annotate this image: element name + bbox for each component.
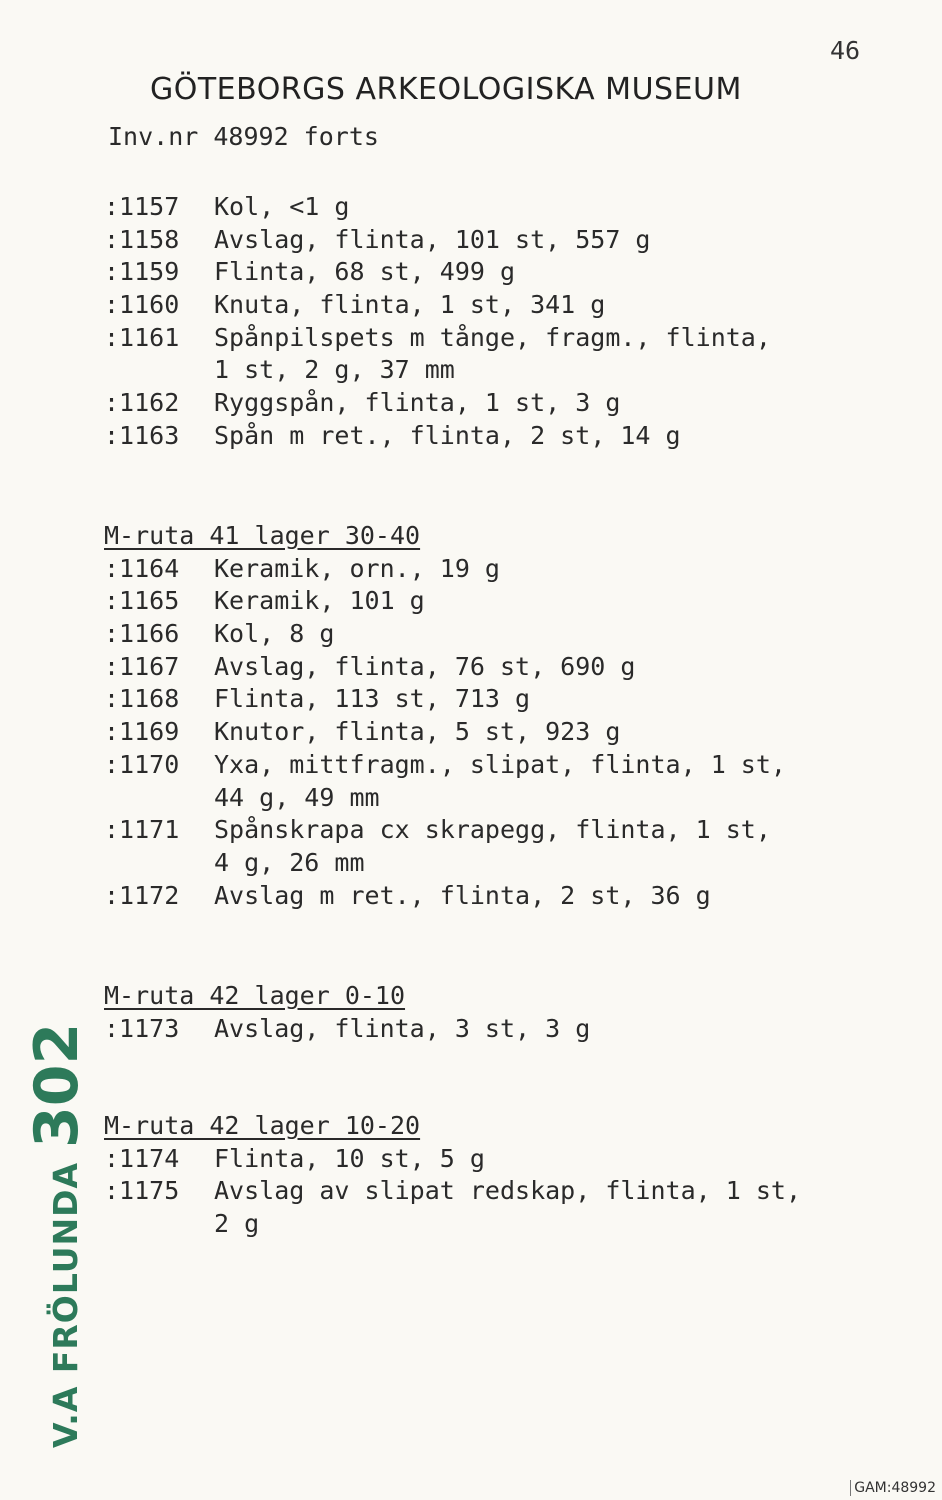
section-2 [104,520,786,912]
stamp-place: V.A FRÖLUNDA [46,1161,85,1448]
location-stamp [22,1023,92,1448]
entry-line: :1171 Spånskrapa cx skrapegg, flinta, 1 st, [104,815,771,845]
entry-line: :1158 Avslag, flinta, 101 st, 557 g [104,224,651,254]
entry-line: :1174 Flinta, 10 st, 5 g [104,1143,485,1173]
entry-line: :1168 Flinta, 113 st, 713 g [104,684,531,714]
entry-line: :1167 Avslag, flinta, 76 st, 690 g [104,651,636,681]
entry-line: :1161 Spånpilspets m tånge, fragm., flinta, [104,322,771,352]
section-heading: M-ruta 42 lager 10-20 [104,1111,421,1140]
entry-line: :1173 Avslag, flinta, 3 st, 3 g [104,1013,591,1043]
entry-line: :1160 Knuta, flinta, 1 st, 341 g [104,290,606,320]
section-heading: M-ruta 41 lager 30-40 [104,521,421,550]
entry-line: :1157 Kol, <1 g [104,192,350,221]
section-3 [104,980,590,1045]
entry-line: :1169 Knutor, flinta, 5 st, 923 g [104,717,621,747]
entry-line: :1166 Kol, 8 g [104,619,335,649]
entry-line: :1175 Avslag av slipat redskap, flinta, 1 st, [104,1176,801,1206]
entry-line: :1159 Flinta, 68 st, 499 g [104,257,516,287]
entry-line: :1170 Yxa, mittfragm., slipat, flinta, 1 st, [104,749,786,779]
stamp-code: 302 [22,1022,92,1148]
entry-line: :1164 Keramik, orn., 19 g [104,553,500,583]
entry-line: 4 g, 26 mm [214,847,365,877]
section-1 [104,191,771,453]
entry-line: 2 g [214,1209,260,1239]
section-4 [104,1110,801,1241]
section-heading: M-ruta 42 lager 0-10 [104,981,406,1010]
archive-id: GAM:48992 [850,1480,936,1496]
entry-line: 44 g, 49 mm [214,782,380,812]
entry-line: :1162 Ryggspån, flinta, 1 st, 3 g [104,388,621,418]
museum-title: GÖTEBORGS ARKEOLOGISKA MUSEUM [150,72,742,107]
page-number: 46 [830,36,861,65]
inventory-number: Inv.nr 48992 forts [108,122,379,151]
entry-line: :1165 Keramik, 101 g [104,586,425,616]
entry-line: :1172 Avslag m ret., flinta, 2 st, 36 g [104,880,711,910]
entry-line: :1163 Spån m ret., flinta, 2 st, 14 g [104,420,681,450]
entry-line: 1 st, 2 g, 37 mm [214,355,455,385]
